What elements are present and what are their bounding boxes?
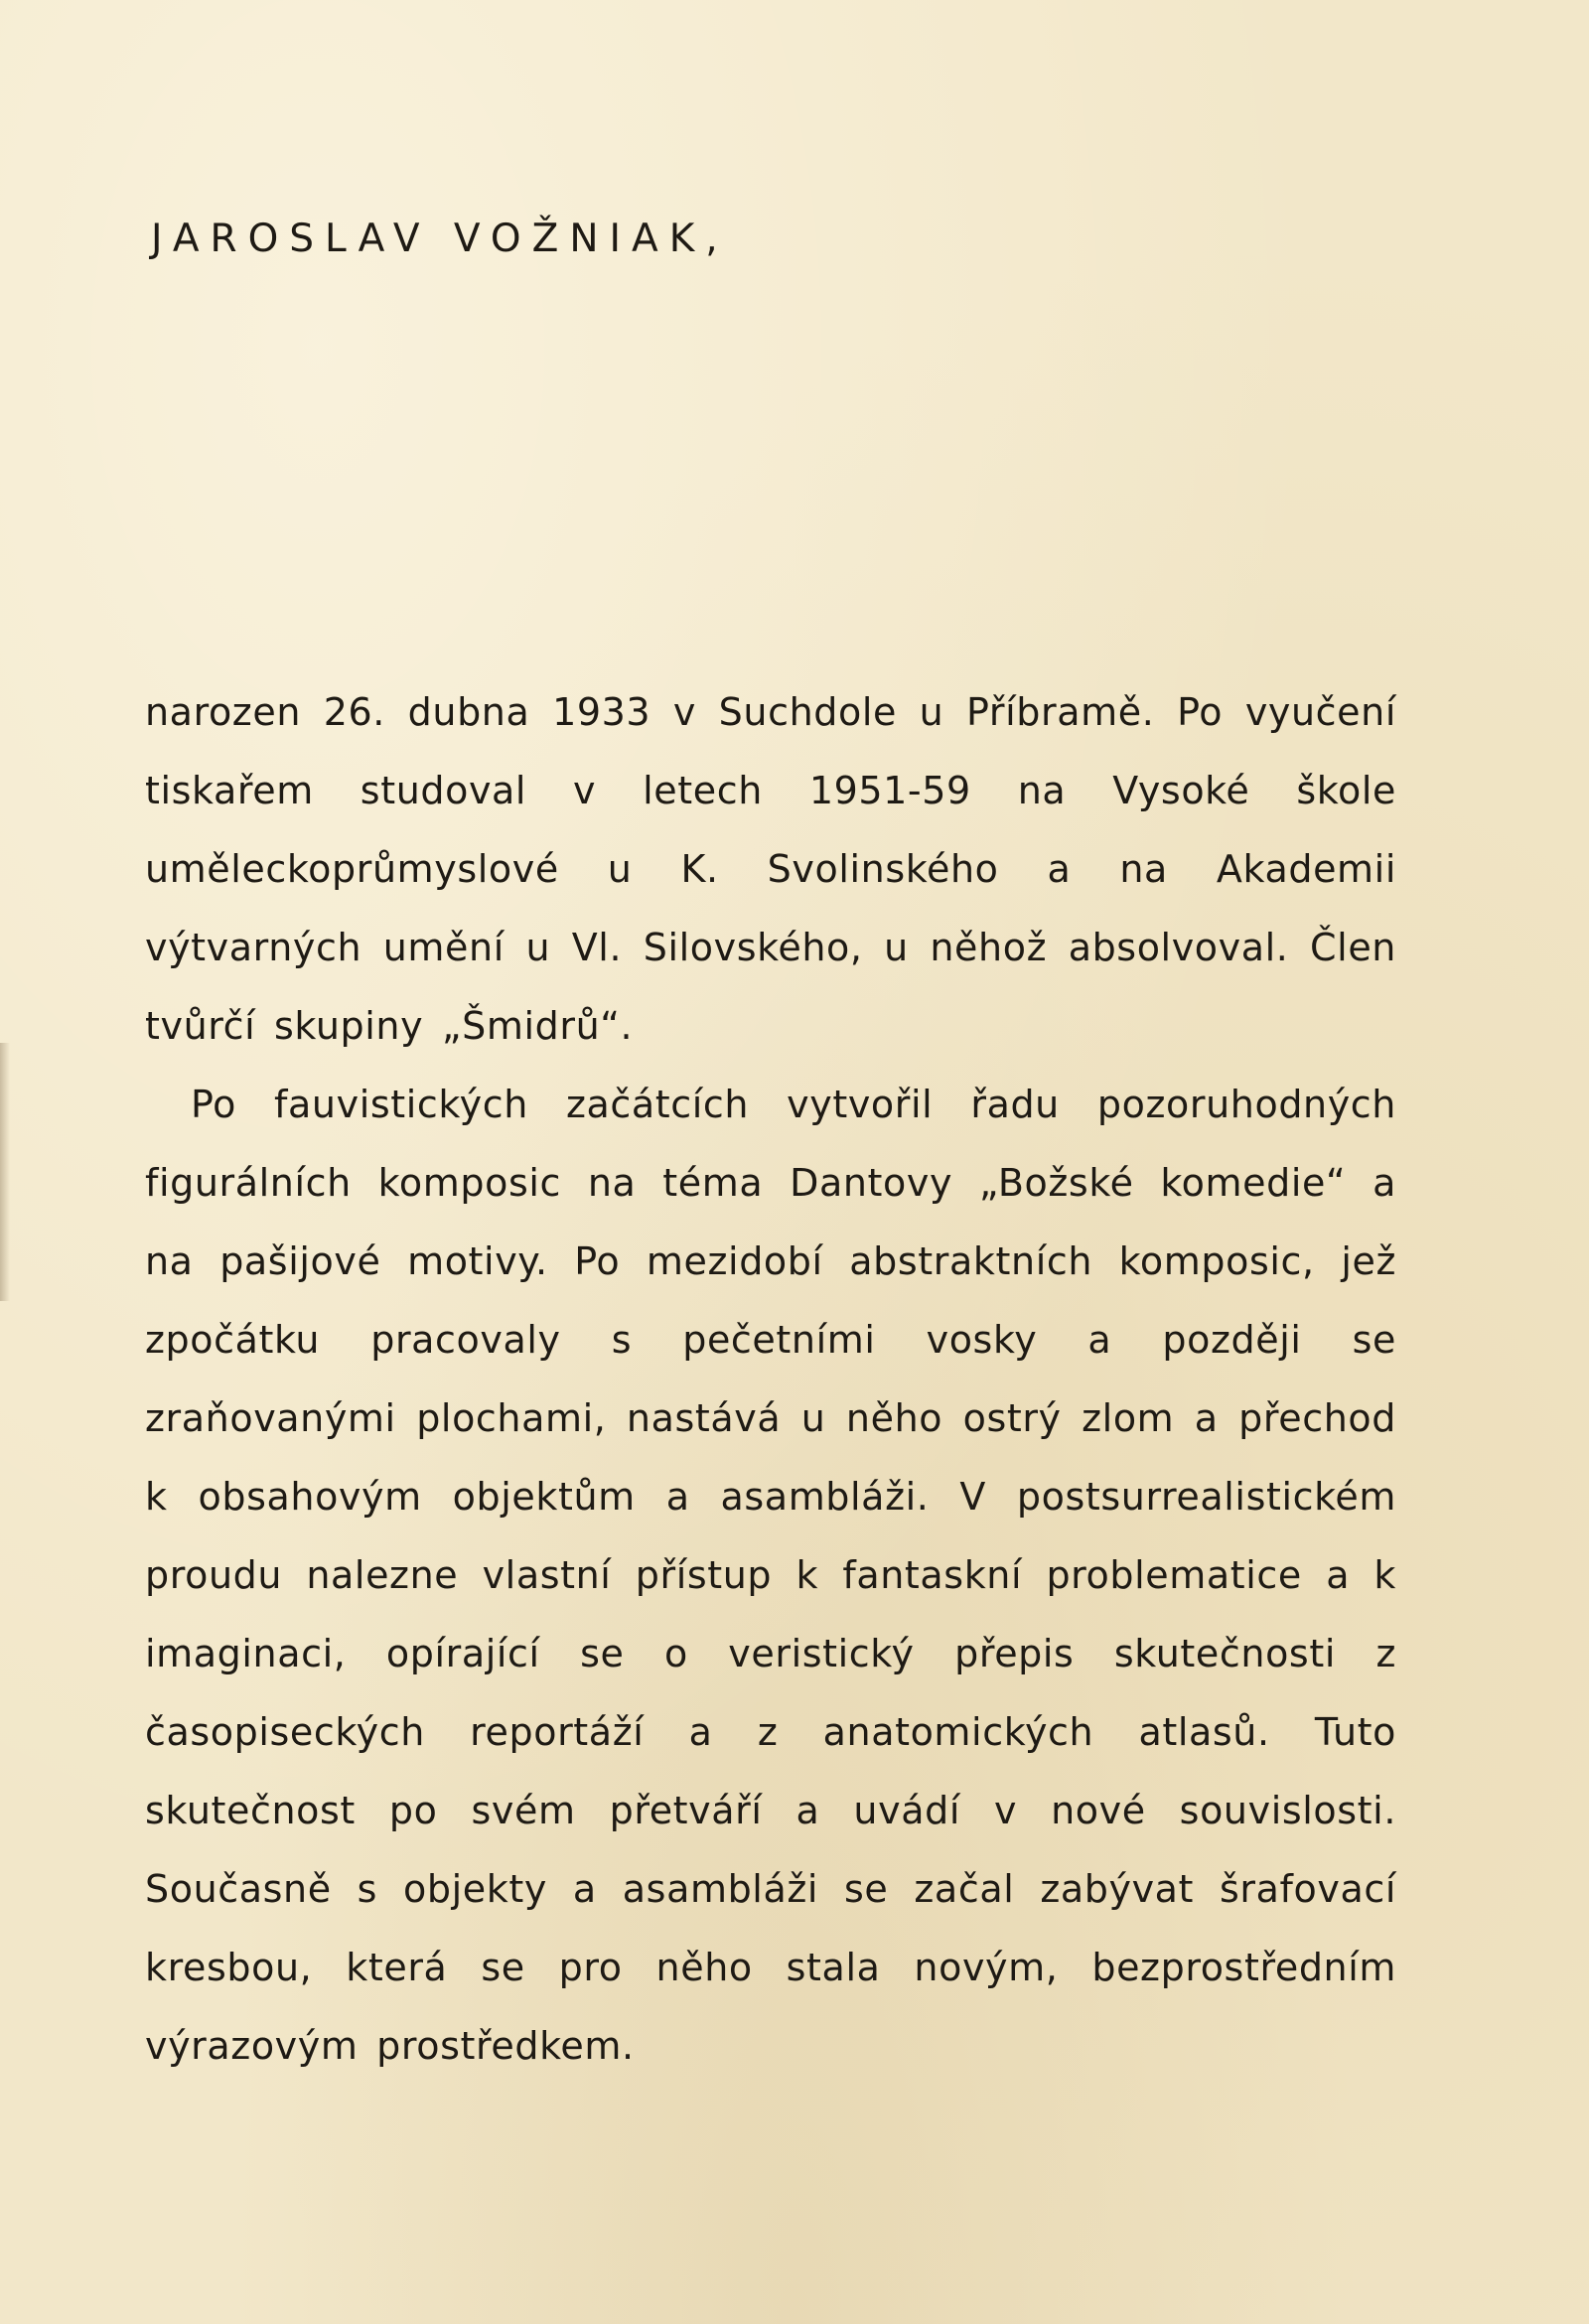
biography-paragraph: Po fauvistických začátcích vytvořil řadu pozoruhodných figurálních komposic na téma Dantovy „Božské komedie“ a na pašijové motivy. Po mezidobí abstraktních komposic, jež zpočátku pracovaly s pečetními vosky a později se zraňovanými plochami, nastává u něho ostrý zlom a přechod k obsahovým objektům a asambláži. V postsurrealistickém proudu nalezne vlastní přístup k fantaskní problematice a k imaginaci, opírající se o veristický přepis skutečnosti z časopiseckých reportáží a z anatomických atlasů. Tuto skutečnost po svém přetváří a uvádí v nové souvislosti. Současně s objekty a asambláži se začal zabývat šrafovací kresbou, která se pro něho stala novým, bezprostředním výrazovým prostředkem.: [145, 1083, 1396, 2068]
artist-name-heading: JAROSLAV VOŽNIAK,: [151, 217, 729, 261]
biography-text: [145, 673, 1396, 2086]
page-edge-shadow: [0, 1043, 10, 1301]
biography-paragraph: narozen 26. dubna 1933 v Suchdole u Příbramě. Po vyučení tiskařem studoval v letech 1951-59 na Vysoké škole uměleckoprůmyslové u K. Svolinského a na Akademii výtvarných umění u Vl. Silovského, u něhož absolvoval. Člen tvůrčí skupiny „Šmidrů“.: [145, 690, 1396, 1048]
